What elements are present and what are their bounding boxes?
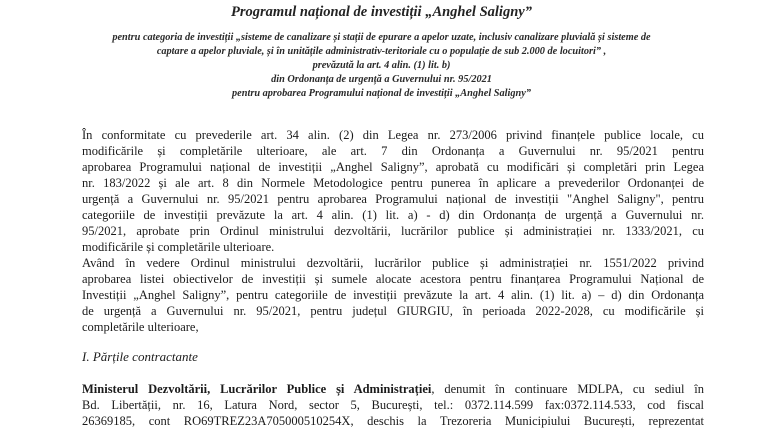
paragraph2-line-5: completările ulterioare, (82, 320, 199, 334)
paragraph2-line-4: de urgență a Guvernului nr. 95/2021, pentru județul GIURGIU, în perioada 2022-2028, cu modificările și (82, 304, 704, 318)
paragraph1-line-1: În conformitate cu prevederile art. 34 alin. (2) din Legea nr. 273/2006 privind finanțele publice locale, cu (82, 128, 704, 142)
paragraph1-line-3: aprobarea Programului național de investiții „Anghel Saligny”, aprobată cu modificări și completări prin Legea (82, 160, 704, 174)
contracting-entity-name: Ministerul Dezvoltării, Lucrărilor Publice și Administrației (82, 382, 432, 396)
subtitle-line-4: din Ordonanța de urgență a Guvernului nr. 95/2021 (271, 74, 492, 85)
paragraph1-line-2: modificările și completările ulterioare, ale art. 7 din Ordonanța a Guvernului nr. 95/2021 pentru (82, 144, 704, 158)
paragraph2-line-2: aprobarea listei obiectivelor de investiții și sumele alocate acestora pentru finanțarea Programului Național de (82, 272, 704, 286)
section-heading: I. Părțile contractante (82, 349, 198, 364)
parties-line-3: 26369185, cont RO69TREZ23A705000510254X, deschis la Trezoreria Municipiului București, reprezentat (82, 414, 704, 428)
paragraph2-line-1: Având în vedere Ordinul ministrului dezvoltării, lucrărilor publice și administrației nr. 1551/2022 privind (82, 256, 704, 270)
paragraph1-line-6: categoriile de investiții prevăzute la art. 4 alin. (1) lit. a) - d) din Ordonanța de urgență a Guvernului nr. (82, 208, 704, 222)
subtitle-line-3: prevăzută la art. 4 alin. (1) lit. b) (312, 60, 451, 71)
document-title: Programul național de investiții „Anghel Saligny” (231, 4, 532, 20)
paragraph1-line-5: urgență a Guvernului nr. 95/2021 pentru aprobarea Programului național de investiții "Anghel Saligny", pentru (82, 192, 704, 206)
paragraph1-line-4: nr. 183/2022 și ale art. 8 din Normele Metodologice pentru punerea în aplicare a prevederilor Ordonanței de (82, 176, 704, 190)
paragraph1-line-8: modificările și completările ulterioare. (82, 240, 275, 254)
parties-line-2: Bd. Libertății, nr. 16, Latura Nord, sector 5, București, tel.: 0372.114.599 fax:0372.114.533, cod fiscal (82, 398, 704, 412)
parties-line-1 (82, 381, 704, 397)
paragraph2-line-3: Investiții „Anghel Saligny”, pentru categoriile de investiții prevăzute la art. 4 alin. (1) lit. a) – d) din Ordonanța (82, 288, 704, 302)
subtitle-line-5: pentru aprobarea Programului național de investiții „Anghel Saligny” (232, 88, 531, 99)
subtitle-line-2: captare a apelor pluviale, și în unitățile administrativ-teritoriale cu o populație de sub 2.000 de locuitori” , (156, 46, 607, 57)
subtitle-line-1: pentru categoria de investiții „sisteme de canalizare și stații de epurare a apelor uzate, inclusiv canalizare pluvială și sisteme de (112, 32, 651, 43)
parties-line-1-rest: , denumit în continuare MDLPA, cu sediul în (431, 382, 704, 396)
paragraph1-line-7: 95/2021, aprobate prin Ordinul ministrului dezvoltării, lucrărilor publice și administrației nr. 1333/2021, cu (82, 224, 704, 238)
